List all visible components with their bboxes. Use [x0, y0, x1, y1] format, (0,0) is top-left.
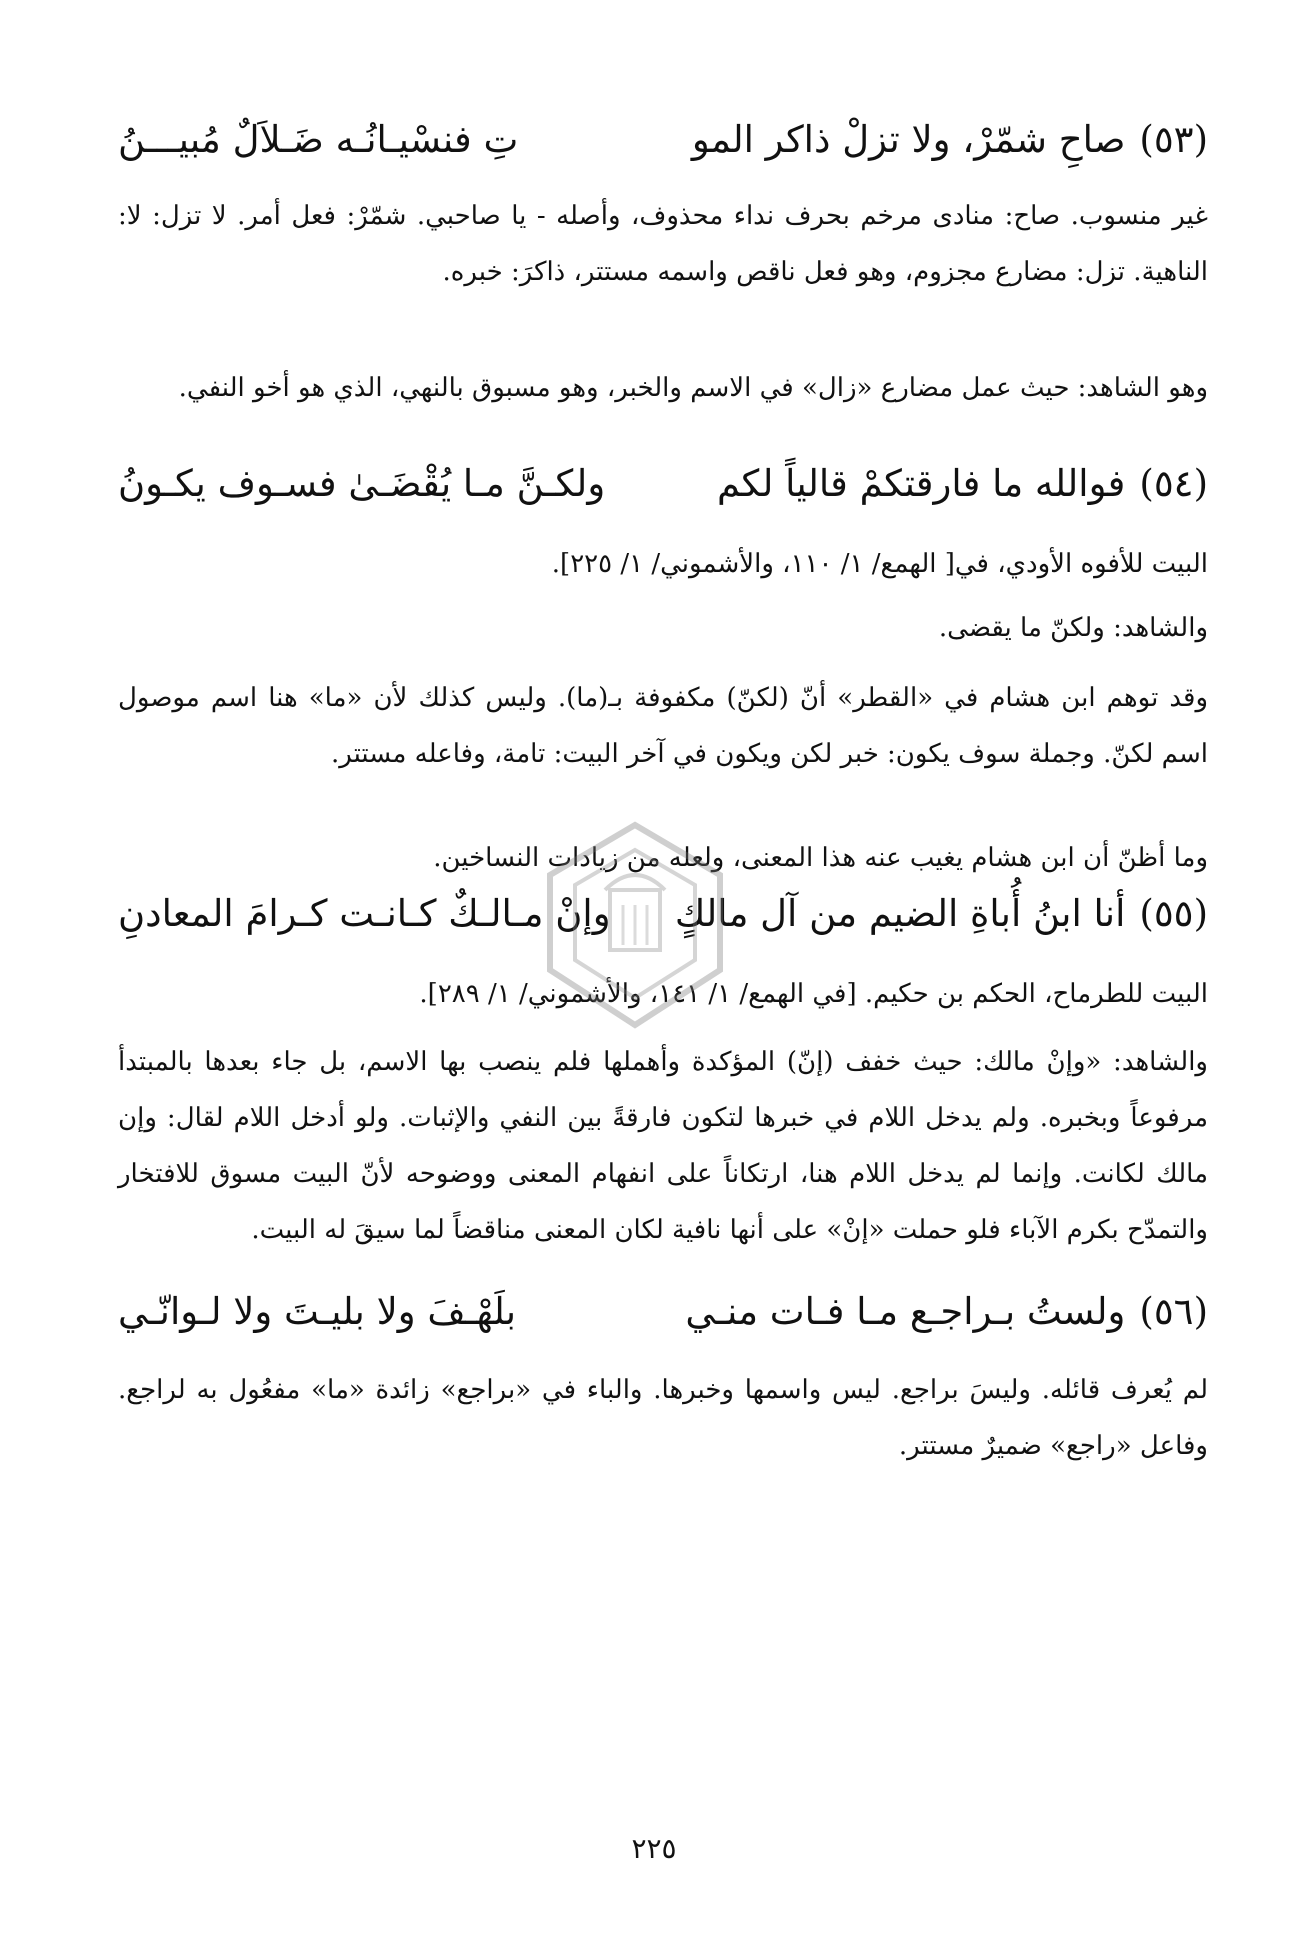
- page-number: ٢٢٥: [631, 1832, 677, 1865]
- commentary-56: [118, 1362, 1208, 1474]
- verse-hemistich-second: وإنْ مـالـكٌ كـانـت كـرامَ المعادنِ: [118, 892, 611, 935]
- verse-56: [118, 1290, 1208, 1334]
- library-stamp-icon: [545, 820, 725, 1030]
- paragraph: والشاهد: ولكنّ ما يقضى.: [938, 613, 1208, 643]
- paragraph: والشاهد: «وإنْ مالك: حيث خفف (إنّ) المؤكدة وأهملها فلم ينصب بها الاسم، بل جاء بعدها بالمبتدأ مرفوعاً وبخبره. ولم يدخل اللام في خبرها لتكون فارقةً بين النفي والإثبات. ولو أدخل اللام لقال: وإن مالك لكانت. وإنما لم يدخل اللام هنا، ارتكاناً على انفهام المعنى ووضوحه لأنّ البيت مسوق للافتخار والتمدّح بكرم الآباء فلو حملت «إنْ» على أنها نافية لكان المعنى مناقضاً لما سيقَ له البيت.: [118, 1047, 1208, 1245]
- verse-number: (٥٤): [1139, 462, 1208, 505]
- evidence-54: [118, 600, 1208, 656]
- verse-hemistich-first: فوالله ما فارقتكمْ قالياً لكم: [717, 462, 1126, 505]
- paragraph: البيت للطرماح، الحكم بن حكيم. [في الهمع/ ١/ ١٤١، والأشموني/ ١/ ٢٨٩].: [419, 979, 1208, 1009]
- verse-hemistich-first: أنا ابنُ أُباةِ الضيم من آل مالكٍ: [674, 892, 1126, 935]
- commentary-53: [118, 188, 1208, 300]
- source-54: [118, 536, 1208, 592]
- paragraph: البيت للأفوه الأودي، في[ الهمع/ ١/ ١١٠، والأشموني/ ١/ ٢٢٥].: [551, 549, 1208, 579]
- paragraph: وقد توهم ابن هشام في «القطر» أنّ (لكنّ) مكفوفة بـ(ما). وليس كذلك لأن «ما» هنا اسم موصول اسم لكنّ. وجملة سوف يكون: خبر لكن ويكون في آخر البيت: تامة، وفاعله مستتر.: [118, 683, 1208, 769]
- verse-hemistich-first: صاحِ شمّرْ، ولا تزلْ ذاكر المو: [691, 118, 1126, 161]
- commentary-54: [118, 670, 1208, 782]
- paragraph: لم يُعرف قائله. وليسَ براجع. ليس واسمها وخبرها. والباء في «براجع» زائدة «ما» مفعُول به لراجع. وفاعل «راجع» ضميرٌ مستتر.: [118, 1375, 1208, 1461]
- paragraph: وما أظنّ أن ابن هشام يغيب عنه هذا المعنى، ولعله من زيادات النساخين.: [433, 843, 1208, 873]
- paragraph: وهو الشاهد: حيث عمل مضارع «زال» في الاسم والخبر، وهو مسبوق بالنهي، الذي هو أخو النفي.: [178, 373, 1208, 403]
- verse-hemistich-second: تِ فنسْيـانُـه ضَـلاَلٌ مُبيـــنُ: [118, 118, 519, 161]
- verse-number: (٥٣): [1139, 118, 1208, 161]
- verse-number: (٥٥): [1139, 892, 1208, 935]
- evidence-53: [118, 360, 1208, 416]
- verse-hemistich-second: بلَهْـفَ ولا بليـتَ ولا لـوانّـي: [118, 1290, 517, 1333]
- verse-number: (٥٦): [1139, 1290, 1208, 1333]
- evidence-55: [118, 1034, 1208, 1258]
- verse-53: [118, 118, 1208, 162]
- verse-54: [118, 462, 1208, 506]
- verse-hemistich-second: ولكـنَّ مـا يُقْضَـىٰ فسـوف يكـونُ: [118, 462, 606, 505]
- paragraph: غير منسوب. صاح: منادى مرخم بحرف نداء محذوف، وأصله - يا صاحبي. شمّرْ: فعل أمر. لا تزل: لا: الناهية. تزل: مضارع مجزوم، وهو فعل ناقص واسمه مستتر، ذاكرَ: خبره.: [118, 201, 1208, 287]
- verse-hemistich-first: ولستُ بـراجـع مـا فـات منـي: [685, 1290, 1126, 1333]
